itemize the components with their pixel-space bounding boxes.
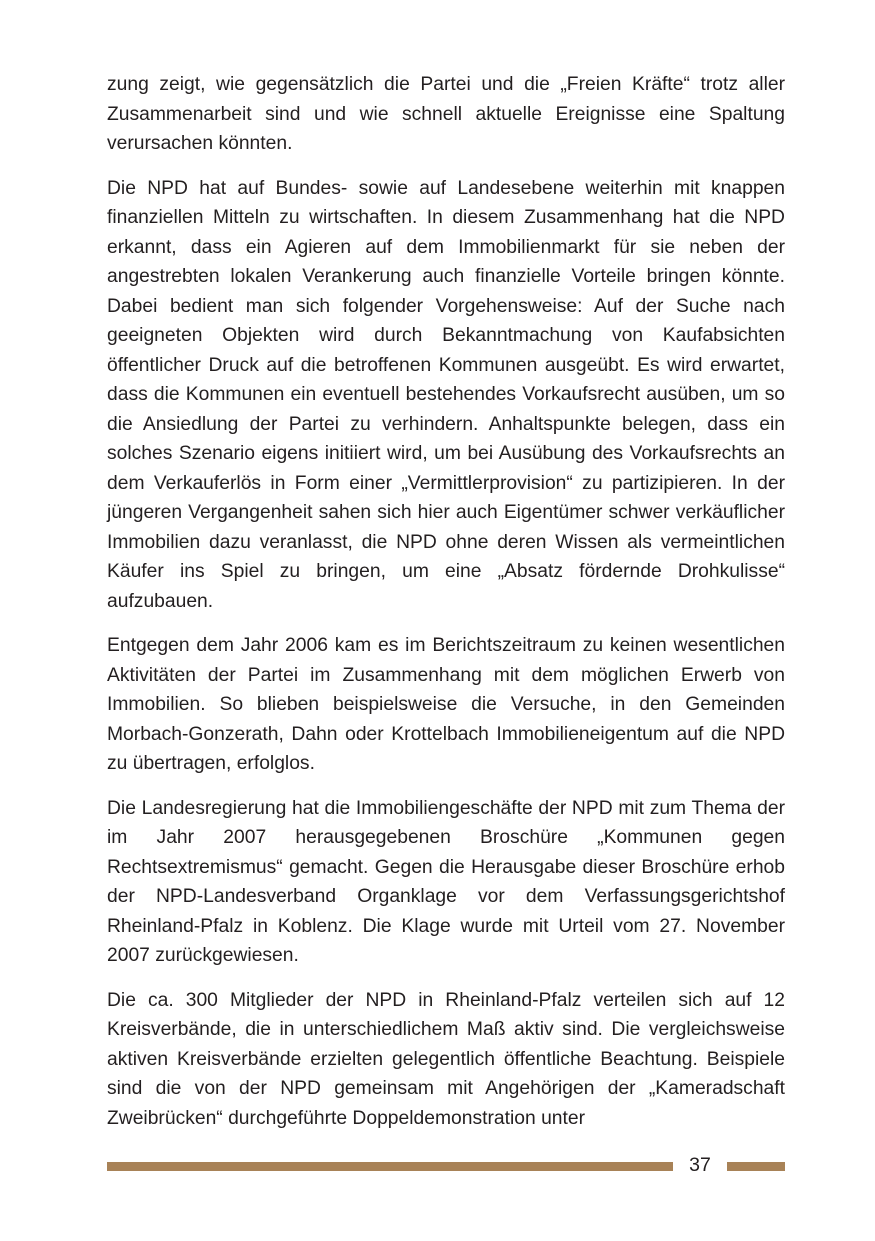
footer-rule-right <box>727 1162 785 1171</box>
page-footer <box>107 1152 785 1178</box>
footer-rule-left <box>107 1162 673 1171</box>
paragraph-3: Entgegen dem Jahr 2006 kam es im Berichtszeitraum zu keinen wesentlichen Aktivitäten der Partei im Zusammenhang mit dem möglichen Erwerb von Immobilien. So blieben beispielsweise die Versuche, in den Gemeinden Morbach-Gonzerath, Dahn oder Krottelbach Immobilieneigentum auf die NPD zu übertragen, erfolglos. <box>107 635 785 774</box>
document-body <box>107 70 785 1148</box>
paragraph-1: zung zeigt, wie gegensätzlich die Partei und die „Freien Kräfte“ trotz aller Zusammenarbeit sind und wie schnell aktuelle Ereignisse eine Spaltung verursachen könnten. <box>107 74 785 154</box>
paragraph-4: Die Landesregierung hat die Immobiliengeschäfte der NPD mit zum Thema der im Jahr 2007 herausgegebenen Broschüre „Kommunen gegen Rechtsextremismus“ gemacht. Gegen die Herausgabe dieser Broschüre erhob der NPD-Landesverband Organklage vor dem Verfassungsgerichtshof Rheinland-Pfalz in Koblenz. Die Klage wurde mit Urteil vom 27. November 2007 zurückgewiesen. <box>107 797 785 966</box>
paragraph-2: Die NPD hat auf Bundes- sowie auf Landesebene weiterhin mit knappen finanziellen Mitteln zu wirtschaften. In diesem Zusammenhang hat die NPD erkannt, dass ein Agieren auf dem Immobilienmarkt für sie neben der angestrebten lokalen Verankerung auch finanzielle Vorteile bringen könnte. Dabei bedient man sich folgender Vorgehensweise: Auf der Suche nach geeigneten Objekten wird durch Bekanntmachung von Kaufabsichten öffentlicher Druck auf die betroffenen Kommunen ausgeübt. Es wird erwartet, dass die Kommunen ein eventuell bestehendes Vorkaufsrecht ausüben, um so die Ansiedlung der Partei zu verhindern. Anhaltspunkte belegen, dass ein solches Szenario eigens initiiert wird, um bei Ausübung des Vorkaufsrechts an dem Verkauferlös in Form einer „Vermittlerprovision“ zu partizipieren. In der jüngeren Vergangenheit sahen sich hier auch Eigentümer schwer verkäuflicher Immobilien dazu veranlasst, die NPD ohne deren Wissen als vermeintlichen Käufer ins Spiel zu bringen, um eine „Absatz fördernde Drohkulisse“ aufzubauen. <box>107 177 785 612</box>
page-number: 37 <box>689 1154 711 1176</box>
paragraph-5: Die ca. 300 Mitglieder der NPD in Rheinland-Pfalz verteilen sich auf 12 Kreisverbände, die in unterschiedlichem Maß aktiv sind. Die vergleichsweise aktiven Kreisverbände erzielten gelegentlich öffentliche Beachtung. Beispiele sind die von der NPD gemeinsam mit Angehörigen der „Kameradschaft Zweibrücken“ durchgeführte Doppeldemonstration unter <box>107 989 785 1129</box>
